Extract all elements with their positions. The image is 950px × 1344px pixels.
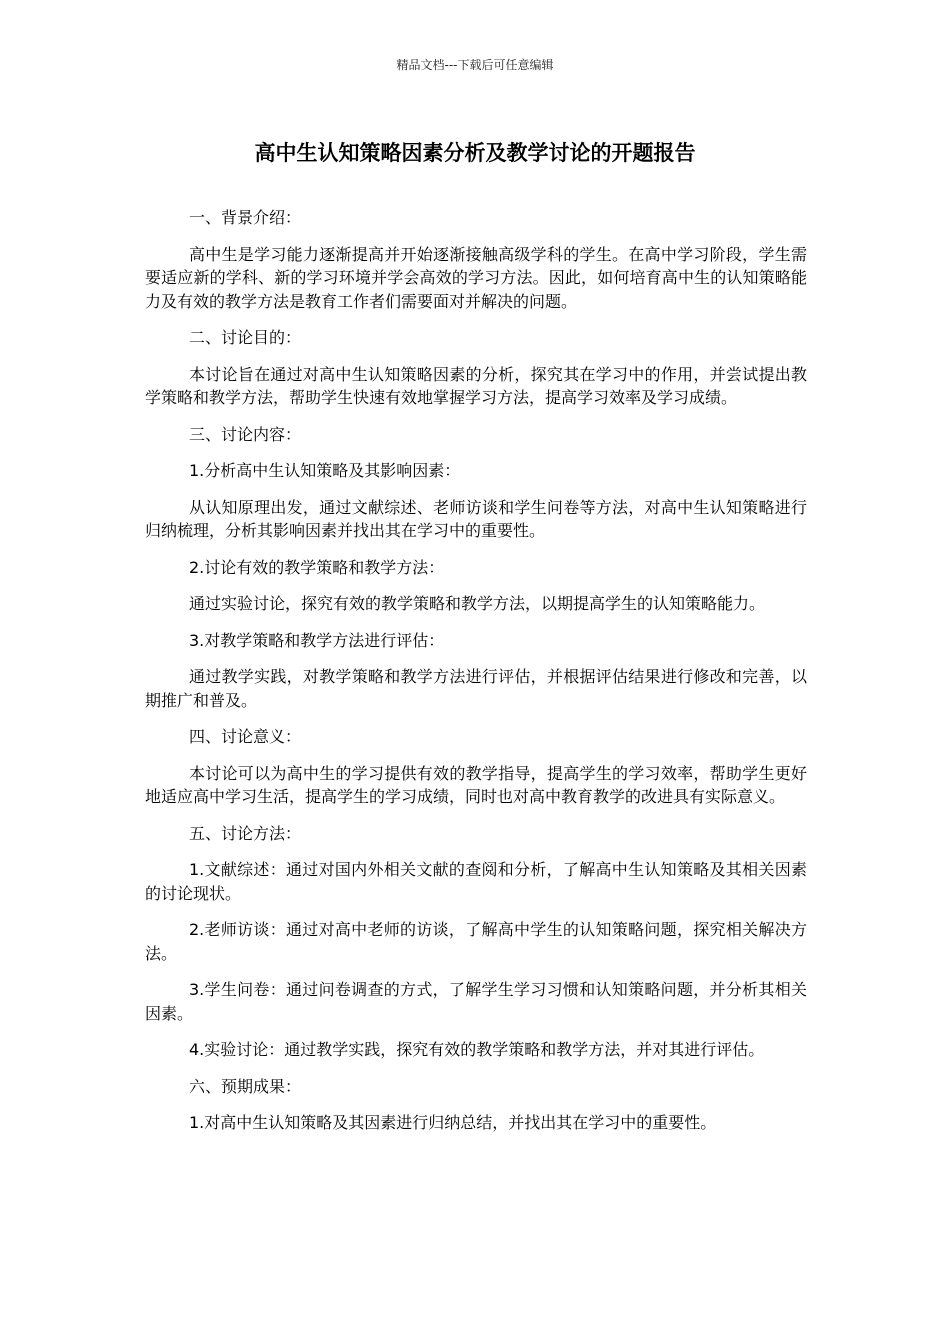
content-item-1-heading: 1.分析高中生认知策略及其影响因素： bbox=[189, 461, 461, 480]
expected-result-item-1: 1.对高中生认知策略及其因素进行归纳总结，并找出其在学习中的重要性。 bbox=[189, 1113, 717, 1132]
paragraph-purpose: 本讨论旨在通过对高中生认知策略因素的分析，探究其在学习中的作用，并尝试提出教学策略和教学方法，帮助学生快速有效地掌握学习方法，提高学习效率及学习成绩。 bbox=[145, 364, 807, 407]
section-heading-purpose: 二、讨论目的： bbox=[189, 328, 302, 347]
section-heading-significance: 四、讨论意义： bbox=[189, 727, 302, 746]
section-heading-content: 三、讨论内容： bbox=[189, 424, 302, 444]
content-item-1-text: 从认知原理出发，通过文献综述、老师访谈和学生问卷等方法，对高中生认知策略进行归纳梳理，分析其影响因素并找出其在学习中的重要性。 bbox=[145, 497, 807, 540]
section-heading-methods: 五、讨论方法： bbox=[189, 823, 302, 843]
section-heading-background: 一、背景介绍： bbox=[189, 208, 302, 227]
paragraph-significance: 本讨论可以为高中生的学习提供有效的教学指导，提高学生的学习效率，帮助学生更好地适应高中学习生活，提高学生的学习成绩，同时也对高中教育教学的改进具有实际意义。 bbox=[145, 763, 807, 806]
content-item-2-heading: 2.讨论有效的教学策略和教学方法： bbox=[189, 557, 445, 577]
content-item-2-text: 通过实验讨论，探究有效的教学策略和教学方法，以期提高学生的认知策略能力。 bbox=[189, 594, 766, 613]
method-item-2: 2.老师访谈：通过对高中老师的访谈，了解高中学生的认知策略问题，探究相关解决方法。 bbox=[145, 920, 807, 963]
header-note: 精品文档---下载后可任意编辑 bbox=[396, 58, 554, 72]
document-body bbox=[145, 206, 807, 1148]
document-title: 高中生认知策略因素分析及教学讨论的开题报告 bbox=[254, 141, 696, 165]
method-item-1: 1.文献综述：通过对国内外相关文献的查阅和分析，了解高中生认知策略及其相关因素的讨论现状。 bbox=[145, 860, 807, 903]
method-item-3: 3.学生问卷：通过问卷调查的方式，了解学生学习习惯和认知策略问题，并分析其相关因素。 bbox=[145, 980, 807, 1023]
content-item-3-text: 通过教学实践，对教学策略和教学方法进行评估，并根据评估结果进行修改和完善，以期推广和普及。 bbox=[145, 667, 807, 710]
method-item-4: 4.实验讨论：通过教学实践，探究有效的教学策略和教学方法，并对其进行评估。 bbox=[189, 1040, 765, 1059]
content-item-3-heading: 3.对教学策略和教学方法进行评估： bbox=[189, 630, 445, 650]
paragraph-background: 高中生是学习能力逐渐提高并开始逐渐接触高级学科的学生。在高中学习阶段，学生需要适应新的学科、新的学习环境并学会高效的学习方法。因此，如何培育高中生的认知策略能力及有效的教学方法是教育工作者们需要面对并解决的问题。 bbox=[145, 244, 807, 311]
section-heading-expected-results: 六、预期成果： bbox=[189, 1076, 302, 1096]
